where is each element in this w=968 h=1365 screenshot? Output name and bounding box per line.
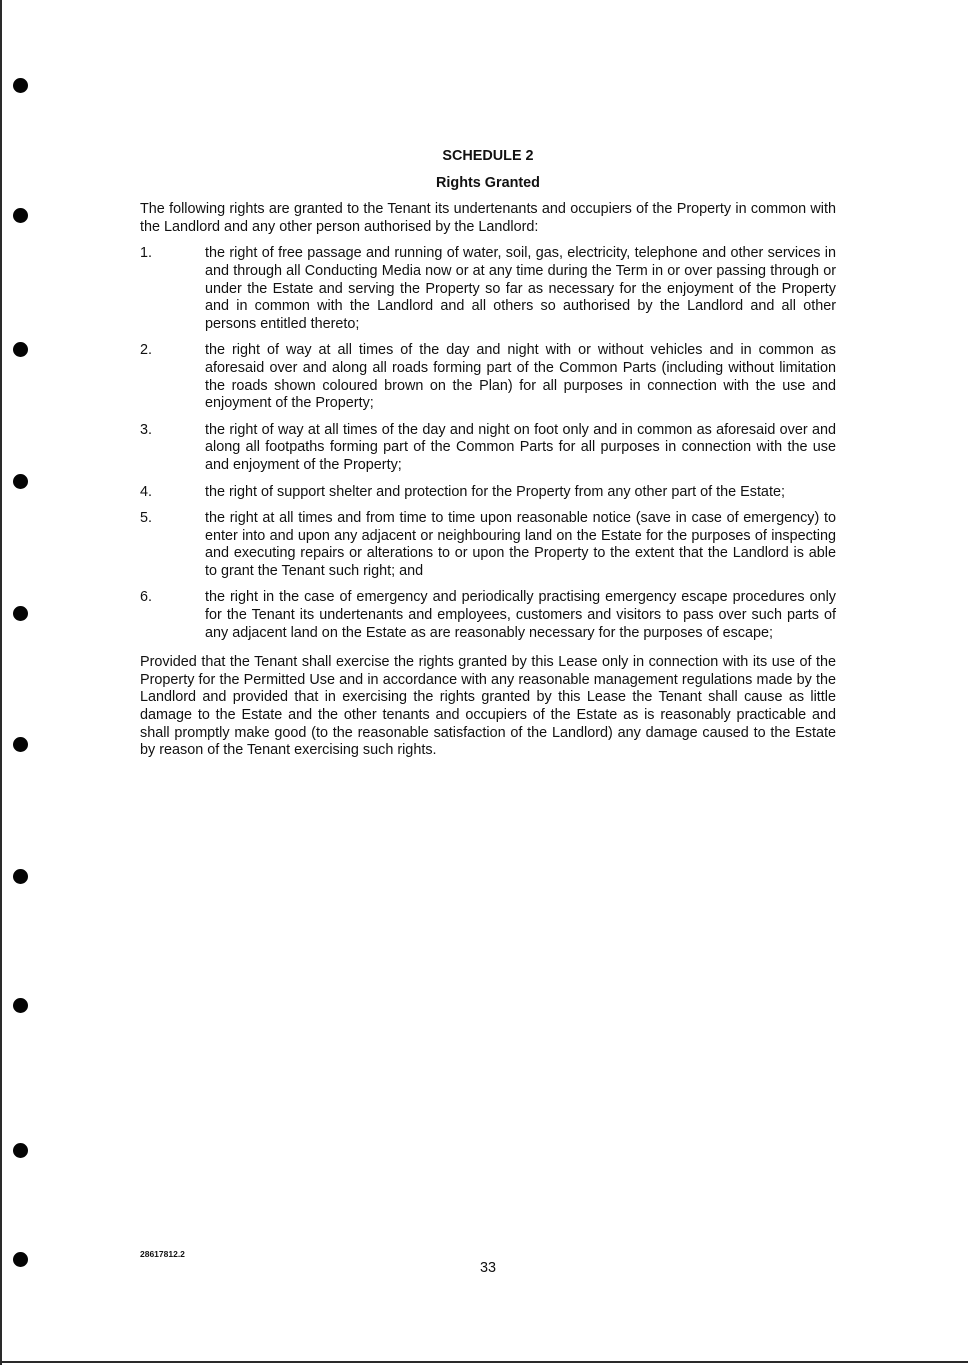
clause-5 [140,510,836,580]
punch-hole [13,1143,28,1158]
clause-3 [140,422,836,475]
clause-text: the right of support shelter and protection for the Property from any other part of the Estate; [205,483,785,500]
scan-edge-left [0,0,2,1365]
page-number: 33 [479,1260,496,1276]
clause-number: 3. [140,421,153,438]
punch-hole [13,869,28,884]
clause-1 [140,245,836,333]
schedule-title: SCHEDULE 2 [442,148,534,164]
punch-hole [13,998,28,1013]
clause-4 [140,484,836,502]
clause-number: 6. [140,589,153,606]
punch-hole [13,737,28,752]
punch-hole [13,342,28,357]
clause-text: the right at all times and from time to time upon reasonable notice (save in case of emergency) to enter into and upon any adjacent or neighbouring land on the Estate for the purposes of inspecting and executing repairs or alterations to or upon the Property to the extent that the Landlord is able to grant the Tenant such right; and [205,510,836,579]
document-reference: 28617812.2 [140,1249,185,1259]
intro-paragraph: The following rights are granted to the Tenant its undertenants and occupiers of the Property in common with the Landlord and any other person authorised by the Landlord: [140,201,836,235]
clause-text: the right of way at all times of the day and night on foot only and in common as aforesaid over and along all footpaths forming part of the Common Parts for all purposes in connection with the use and enjoyment of the Property; [205,421,836,473]
clause-text: the right of free passage and running of water, soil, gas, electricity, telephone and other services in and through all Conducting Media now or at any time during the Term in or over passing through or under the Estate and serving the Property so far as necessary for the enjoyment of the Property and in common with the Landlord and all others so authorised by the Landlord and all other persons entitled thereto; [205,245,836,332]
punch-hole [13,606,28,621]
clause-2 [140,342,836,412]
clause-6 [140,589,836,642]
clause-number: 5. [140,510,153,527]
section-title: Rights Granted [436,174,540,191]
proviso-paragraph: Provided that the Tenant shall exercise the rights granted by this Lease only in connection with its use of the Property for the Permitted Use and in accordance with any reasonable management regulations made by the Landlord and provided that in exercising the rights granted by this Lease the Tenant shall cause as little damage to the Estate and the other tenants and occupiers of the Estate as is reasonably practicable and shall promptly make good (to the reasonable satisfaction of the Landlord) any damage caused to the Estate by reason of the Tenant exercising such rights. [140,654,836,759]
document-body [140,148,836,760]
clause-number: 1. [140,245,153,262]
scan-edge-bottom [0,1361,968,1363]
clause-number: 4. [140,483,153,500]
punch-hole [13,78,28,93]
clause-text: the right of way at all times of the day and night with or without vehicles and in common as aforesaid over and along all roads forming part of the Common Parts (including without limitation the roads shown coloured brown on the Plan) for all purposes in connection with the use and enjoyment of the Property; [205,342,836,412]
clause-number: 2. [140,342,153,359]
punch-hole [13,474,28,489]
clause-text: the right in the case of emergency and periodically practising emergency escape procedures only for the Tenant its undertenants and employees, customers and visitors to pass over such parts of any adjacent land on the Estate as are reasonably necessary for the purposes of escape; [205,589,836,641]
punch-hole [13,208,28,223]
